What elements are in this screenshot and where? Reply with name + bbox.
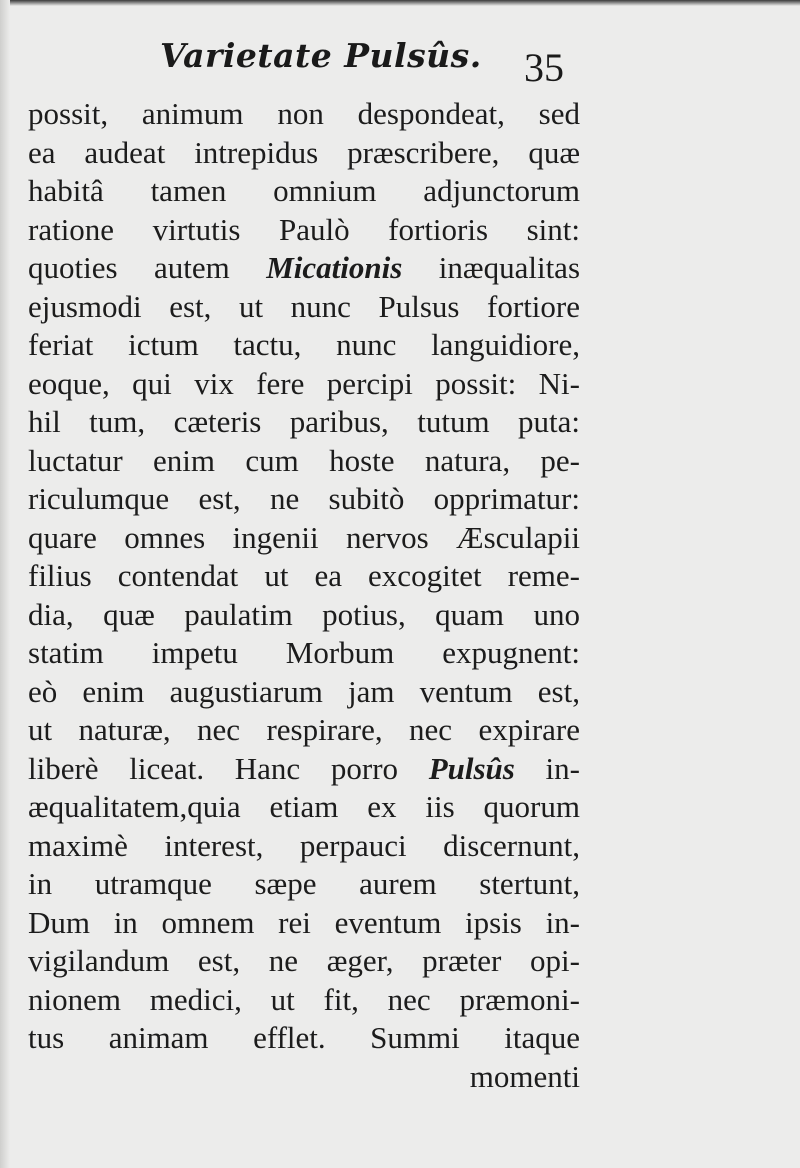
text-line: hil tum, cæteris paribus, tutum puta: <box>28 404 580 439</box>
text-line: luctatur enim cum hoste natura, pe- <box>28 442 580 478</box>
text-line: nionem medici, ut fit, nec præmoni- <box>28 981 580 1017</box>
text-line: riculumque est, ne subitò opprimatur: <box>28 481 580 516</box>
text-line: ea audeat intrepidus præscribere, quæ <box>28 134 580 170</box>
text-line: possit, animum non despondeat, sed <box>28 96 580 131</box>
text-line: eò enim augustiarum jam ventum est, <box>28 673 580 709</box>
text-line: filius contendat ut ea excogitet reme- <box>28 558 580 593</box>
running-head: Varietate Pulsûs. <box>160 36 482 75</box>
text-line: æqualitatem,quia etiam ex iis quorum <box>28 789 580 824</box>
text-line: maximè interest, perpauci discernunt, <box>28 827 580 863</box>
text-segment: in- <box>514 750 580 786</box>
text-line: ut naturæ, nec respirare, nec expirare <box>28 712 580 747</box>
text-line: ejusmodi est, ut nunc Pulsus fortiore <box>28 288 580 324</box>
text-line: vigilandum est, ne æger, præter opi- <box>28 943 580 978</box>
text-line <box>28 750 580 789</box>
text-line: Dum in omnem rei eventum ipsis in- <box>28 904 580 940</box>
italic-term: Micationis <box>266 250 403 285</box>
text-line: eoque, qui vix fere percipi possit: Ni- <box>28 365 580 401</box>
text-line: habitâ tamen omnium adjunctorum <box>28 173 580 208</box>
italic-term: Pulsûs <box>428 750 515 786</box>
text-segment: quoties autem <box>28 250 267 285</box>
text-segment: liberè liceat. Hanc porro <box>28 750 429 786</box>
text-line: feriat ictum tactu, nunc languidiore, <box>28 327 580 362</box>
text-line: dia, quæ paulatim potius, quam uno <box>28 596 580 632</box>
body-text <box>28 95 580 1096</box>
text-line: ratione virtutis Paulò fortioris sint: <box>28 211 580 247</box>
text-line: statim impetu Morbum expugnent: <box>28 635 580 670</box>
page-number: 35 <box>524 45 564 90</box>
text-line <box>28 249 580 288</box>
text-line: in utramque sæpe aurem stertunt, <box>28 866 580 901</box>
text-line: quare omnes ingenii nervos Æsculapii <box>28 519 580 555</box>
page-top-edge <box>0 0 800 6</box>
text-segment: inæqualitas <box>402 250 581 285</box>
text-line: tus animam efflet. Summi itaque <box>28 1020 580 1055</box>
page-left-edge <box>0 0 10 1168</box>
catchword: momenti <box>469 1058 580 1094</box>
